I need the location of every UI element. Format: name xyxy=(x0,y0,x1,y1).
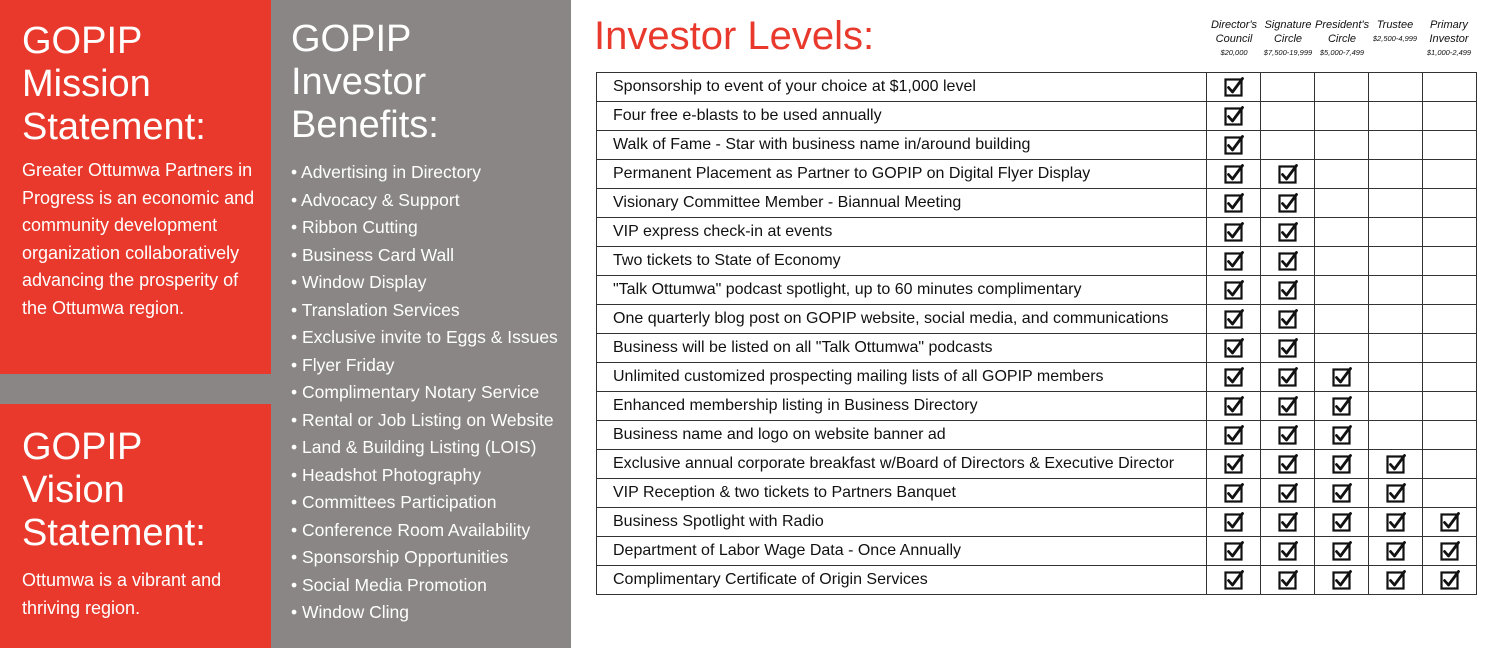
benefits-title-line: Investor xyxy=(291,61,427,103)
checkbox-check-icon xyxy=(1278,223,1298,240)
vision-title-line: GOPIP xyxy=(22,426,143,468)
benefit-item: • Ribbon Cutting xyxy=(291,214,571,242)
checkbox-check-icon xyxy=(1224,223,1244,240)
checkbox-check-icon xyxy=(1278,281,1298,298)
level-cell xyxy=(1369,334,1423,363)
level-cell xyxy=(1261,392,1315,421)
level-cell xyxy=(1315,73,1369,102)
checkbox-check-icon xyxy=(1278,513,1298,530)
level-header xyxy=(1422,18,1476,60)
level-cell xyxy=(1207,218,1261,247)
checkbox-check-icon xyxy=(1278,339,1298,356)
level-name-line2: Trustee xyxy=(1376,19,1414,31)
checkbox-check-icon xyxy=(1278,310,1298,327)
benefit-item: • Conference Room Availability xyxy=(291,517,571,545)
checkbox-check-icon xyxy=(1332,397,1352,414)
table-row xyxy=(597,450,1477,479)
level-cell xyxy=(1369,392,1423,421)
level-cell xyxy=(1261,131,1315,160)
level-cell xyxy=(1315,305,1369,334)
level-cell xyxy=(1207,392,1261,421)
checkbox-check-icon xyxy=(1224,542,1244,559)
level-cell xyxy=(1261,334,1315,363)
benefits-panel xyxy=(271,0,571,648)
vision-title xyxy=(22,426,271,555)
level-cell xyxy=(1369,102,1423,131)
level-amount: $7,500-19,999 xyxy=(1263,48,1313,57)
level-cell xyxy=(1369,566,1423,595)
checkbox-check-icon xyxy=(1224,310,1244,327)
checkbox-check-icon xyxy=(1440,571,1460,588)
level-cell xyxy=(1207,276,1261,305)
checkbox-check-icon xyxy=(1224,397,1244,414)
level-amount: $2,500-4,999 xyxy=(1372,34,1418,43)
level-cell xyxy=(1423,131,1477,160)
level-cell xyxy=(1369,508,1423,537)
level-cell xyxy=(1207,131,1261,160)
table-row xyxy=(597,73,1477,102)
table-row xyxy=(597,508,1477,537)
benefit-feature: Enhanced membership listing in Business Directory xyxy=(597,392,1207,421)
benefit-item: • Complimentary Notary Service xyxy=(291,379,571,407)
checkbox-check-icon xyxy=(1440,513,1460,530)
benefit-item: • Advertising in Directory xyxy=(291,159,571,187)
benefit-item: • Land & Building Listing (LOIS) xyxy=(291,434,571,462)
level-cell xyxy=(1423,276,1477,305)
level-cell xyxy=(1207,508,1261,537)
checkbox-check-icon xyxy=(1278,455,1298,472)
level-cell xyxy=(1423,189,1477,218)
level-cell xyxy=(1315,537,1369,566)
level-cell xyxy=(1207,189,1261,218)
table-row xyxy=(597,566,1477,595)
benefit-feature: Complimentary Certificate of Origin Services xyxy=(597,566,1207,595)
benefit-feature: "Talk Ottumwa" podcast spotlight, up to 60 minutes complimentary xyxy=(597,276,1207,305)
level-cell xyxy=(1423,218,1477,247)
level-cell xyxy=(1207,363,1261,392)
level-name-line2: Investor xyxy=(1429,33,1469,45)
benefit-item: • Headshot Photography xyxy=(291,462,571,490)
mission-title xyxy=(22,20,271,149)
table-row xyxy=(597,479,1477,508)
checkbox-check-icon xyxy=(1278,165,1298,182)
level-cell xyxy=(1369,450,1423,479)
benefit-feature: Exclusive annual corporate breakfast w/Board of Directors & Executive Director xyxy=(597,450,1207,479)
level-name-line1: Director's xyxy=(1210,19,1258,31)
level-cell xyxy=(1423,566,1477,595)
level-cell xyxy=(1369,537,1423,566)
level-cell xyxy=(1261,247,1315,276)
level-cell xyxy=(1315,160,1369,189)
benefit-feature: Two tickets to State of Economy xyxy=(597,247,1207,276)
checkbox-check-icon xyxy=(1332,455,1352,472)
table-row xyxy=(597,276,1477,305)
level-name-line1: Signature xyxy=(1264,19,1312,31)
table-row xyxy=(597,421,1477,450)
level-cell xyxy=(1423,421,1477,450)
checkbox-check-icon xyxy=(1278,484,1298,501)
level-cell xyxy=(1207,421,1261,450)
checkbox-check-icon xyxy=(1278,368,1298,385)
benefit-feature: Permanent Placement as Partner to GOPIP on Digital Flyer Display xyxy=(597,160,1207,189)
checkbox-check-icon xyxy=(1278,426,1298,443)
level-cell xyxy=(1315,566,1369,595)
level-cell xyxy=(1261,73,1315,102)
level-cell xyxy=(1261,421,1315,450)
checkbox-check-icon xyxy=(1386,484,1406,501)
benefit-item: • Exclusive invite to Eggs & Issues xyxy=(291,324,571,352)
benefit-feature: VIP express check-in at events xyxy=(597,218,1207,247)
checkbox-check-icon xyxy=(1224,136,1244,153)
level-cell xyxy=(1369,363,1423,392)
benefit-feature: Four free e-blasts to be used annually xyxy=(597,102,1207,131)
mission-panel xyxy=(0,0,271,374)
checkbox-check-icon xyxy=(1440,542,1460,559)
benefit-feature: Sponsorship to event of your choice at $1,000 level xyxy=(597,73,1207,102)
benefits-title-line: GOPIP xyxy=(291,18,412,60)
level-name-line2: Council xyxy=(1215,33,1253,45)
level-cell xyxy=(1207,566,1261,595)
level-cell xyxy=(1207,160,1261,189)
level-cell xyxy=(1369,160,1423,189)
vision-text: Ottumwa is a vibrant and thriving region. xyxy=(22,570,222,618)
benefit-feature: Department of Labor Wage Data - Once Annually xyxy=(597,537,1207,566)
table-row xyxy=(597,218,1477,247)
level-cell xyxy=(1315,450,1369,479)
level-header xyxy=(1261,18,1315,60)
level-name-line2: Circle xyxy=(1327,33,1357,45)
level-header xyxy=(1315,18,1369,60)
mission-title-line: GOPIP xyxy=(22,20,143,62)
vision-title-line: Vision xyxy=(22,469,125,511)
checkbox-check-icon xyxy=(1224,281,1244,298)
benefit-item: • Business Card Wall xyxy=(291,242,571,270)
checkbox-check-icon xyxy=(1224,455,1244,472)
level-cell xyxy=(1315,189,1369,218)
level-cell xyxy=(1423,160,1477,189)
level-cell xyxy=(1315,131,1369,160)
level-cell xyxy=(1261,276,1315,305)
level-cell xyxy=(1261,305,1315,334)
level-cell xyxy=(1261,537,1315,566)
level-cell xyxy=(1261,102,1315,131)
level-cell xyxy=(1423,479,1477,508)
level-cell xyxy=(1207,479,1261,508)
checkbox-check-icon xyxy=(1224,426,1244,443)
level-amount: $5,000-7,499 xyxy=(1319,48,1365,57)
checkbox-check-icon xyxy=(1278,397,1298,414)
level-cell xyxy=(1261,160,1315,189)
benefit-item: • Translation Services xyxy=(291,297,571,325)
level-cell xyxy=(1207,305,1261,334)
benefit-item: • Rental or Job Listing on Website xyxy=(291,407,571,435)
level-cell xyxy=(1207,247,1261,276)
checkbox-check-icon xyxy=(1278,252,1298,269)
level-cell xyxy=(1261,363,1315,392)
checkbox-check-icon xyxy=(1332,484,1352,501)
checkbox-check-icon xyxy=(1386,542,1406,559)
level-header xyxy=(1368,18,1422,46)
level-cell xyxy=(1423,537,1477,566)
vision-title-line: Statement: xyxy=(22,512,206,554)
level-cell xyxy=(1207,102,1261,131)
level-cell xyxy=(1315,479,1369,508)
level-cell xyxy=(1207,73,1261,102)
level-name-line2: Circle xyxy=(1273,33,1303,45)
benefits-title-line: Benefits: xyxy=(291,104,439,146)
level-cell xyxy=(1315,392,1369,421)
level-cell xyxy=(1423,102,1477,131)
mission-text: Greater Ottumwa Partners in Progress is an economic and community development organization collaboratively advancing the prosperity of the Ottumwa region. xyxy=(22,160,255,318)
benefit-item: • Flyer Friday xyxy=(291,352,571,380)
benefit-feature: VIP Reception & two tickets to Partners Banquet xyxy=(597,479,1207,508)
checkbox-check-icon xyxy=(1386,455,1406,472)
level-cell xyxy=(1315,363,1369,392)
level-cell xyxy=(1369,218,1423,247)
investor-levels-title: Investor Levels: xyxy=(594,14,875,58)
level-name-line1: President's xyxy=(1315,19,1370,31)
level-cell xyxy=(1369,131,1423,160)
benefit-item: • Committees Participation xyxy=(291,489,571,517)
benefit-feature: Business will be listed on all "Talk Ottumwa" podcasts xyxy=(597,334,1207,363)
level-cell xyxy=(1423,305,1477,334)
table-row xyxy=(597,189,1477,218)
level-header xyxy=(1207,18,1261,60)
level-cell xyxy=(1261,566,1315,595)
level-cell xyxy=(1315,421,1369,450)
benefit-feature: Walk of Fame - Star with business name in/around building xyxy=(597,131,1207,160)
benefit-item: • Advocacy & Support xyxy=(291,187,571,215)
checkbox-check-icon xyxy=(1332,542,1352,559)
level-cell xyxy=(1261,218,1315,247)
checkbox-check-icon xyxy=(1332,368,1352,385)
investor-levels-table xyxy=(596,72,1477,595)
checkbox-check-icon xyxy=(1224,194,1244,211)
checkbox-check-icon xyxy=(1386,513,1406,530)
level-name-line1: Primary xyxy=(1430,19,1468,31)
checkbox-check-icon xyxy=(1224,513,1244,530)
level-cell xyxy=(1369,189,1423,218)
level-cell xyxy=(1423,247,1477,276)
benefit-feature: Visionary Committee Member - Biannual Meeting xyxy=(597,189,1207,218)
level-cell xyxy=(1207,537,1261,566)
table-row xyxy=(597,334,1477,363)
table-row xyxy=(597,392,1477,421)
checkbox-check-icon xyxy=(1224,107,1244,124)
level-cell xyxy=(1369,276,1423,305)
level-cell xyxy=(1369,305,1423,334)
level-cell xyxy=(1207,334,1261,363)
benefits-list xyxy=(291,159,571,627)
benefit-feature: Unlimited customized prospecting mailing lists of all GOPIP members xyxy=(597,363,1207,392)
table-row xyxy=(597,305,1477,334)
checkbox-check-icon xyxy=(1386,571,1406,588)
table-row xyxy=(597,247,1477,276)
level-cell xyxy=(1423,334,1477,363)
checkbox-check-icon xyxy=(1278,542,1298,559)
level-cell xyxy=(1315,508,1369,537)
benefits-title xyxy=(291,18,571,147)
mission-title-line: Statement: xyxy=(22,106,206,148)
level-cell xyxy=(1315,334,1369,363)
level-cell xyxy=(1315,218,1369,247)
table-row xyxy=(597,363,1477,392)
benefit-item: • Window Cling xyxy=(291,599,571,627)
level-cell xyxy=(1261,479,1315,508)
checkbox-check-icon xyxy=(1224,252,1244,269)
level-cell xyxy=(1315,276,1369,305)
table-row xyxy=(597,160,1477,189)
level-amount: $20,000 xyxy=(1220,48,1248,57)
level-cell xyxy=(1423,450,1477,479)
checkbox-check-icon xyxy=(1224,484,1244,501)
benefit-item: • Sponsorship Opportunities xyxy=(291,544,571,572)
table-row xyxy=(597,102,1477,131)
table-row xyxy=(597,131,1477,160)
level-cell xyxy=(1423,73,1477,102)
checkbox-check-icon xyxy=(1224,165,1244,182)
level-cell xyxy=(1315,247,1369,276)
checkbox-check-icon xyxy=(1332,513,1352,530)
checkbox-check-icon xyxy=(1224,368,1244,385)
benefit-feature: One quarterly blog post on GOPIP website, social media, and communications xyxy=(597,305,1207,334)
benefit-item: • Window Display xyxy=(291,269,571,297)
checkbox-check-icon xyxy=(1224,571,1244,588)
table-row xyxy=(597,537,1477,566)
checkbox-check-icon xyxy=(1332,426,1352,443)
checkbox-check-icon xyxy=(1224,339,1244,356)
level-cell xyxy=(1369,479,1423,508)
level-cell xyxy=(1207,450,1261,479)
checkbox-check-icon xyxy=(1332,571,1352,588)
benefit-item: • Social Media Promotion xyxy=(291,572,571,600)
level-cell xyxy=(1261,189,1315,218)
level-amount: $1,000-2,499 xyxy=(1426,48,1472,57)
vision-panel xyxy=(0,404,271,648)
checkbox-check-icon xyxy=(1278,194,1298,211)
mission-title-line: Mission xyxy=(22,63,151,105)
level-cell xyxy=(1423,363,1477,392)
checkbox-check-icon xyxy=(1278,571,1298,588)
level-cell xyxy=(1261,450,1315,479)
divider-strip xyxy=(0,374,271,404)
checkbox-check-icon xyxy=(1224,78,1244,95)
level-cell xyxy=(1369,73,1423,102)
benefit-feature: Business Spotlight with Radio xyxy=(597,508,1207,537)
level-cell xyxy=(1423,392,1477,421)
level-cell xyxy=(1369,421,1423,450)
level-cell xyxy=(1369,247,1423,276)
level-cell xyxy=(1261,508,1315,537)
benefit-feature: Business name and logo on website banner ad xyxy=(597,421,1207,450)
level-cell xyxy=(1423,508,1477,537)
level-cell xyxy=(1315,102,1369,131)
